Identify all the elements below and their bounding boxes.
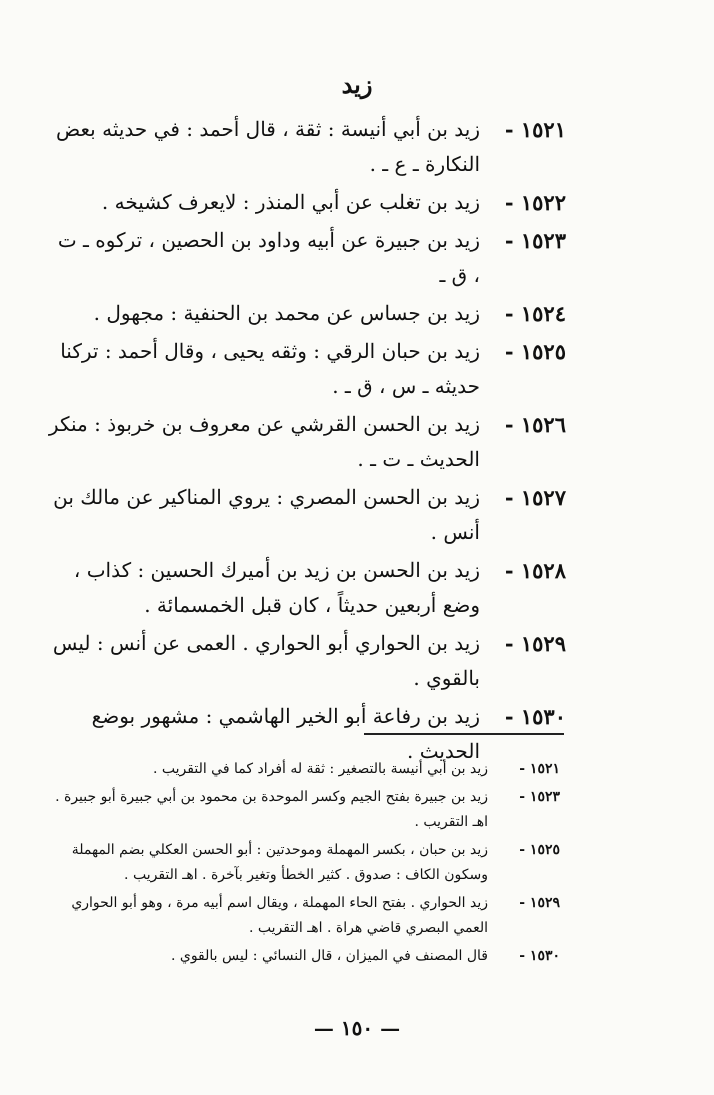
entry-1523	[46, 223, 566, 293]
footnote-text: زيد بن أبي أنيسة بالتصغير : ثقة له أفراد كما في التقريب .	[153, 761, 488, 777]
entry-text: زيد بن أبي أنيسة : ثقة ، قال أحمد : في حديثه بعض النكارة ـ ع ـ .	[56, 117, 480, 176]
footnote-1523	[48, 785, 560, 835]
entry-number: ١٥٢٢ -	[504, 190, 566, 215]
entry-1526	[46, 407, 566, 477]
entry-number: ١٥٢٨ -	[504, 558, 566, 583]
entry-1522	[46, 185, 566, 220]
entry-text: زيد بن الحواري أبو الحواري . العمى عن أنس : ليس بالقوي .	[52, 631, 480, 690]
footnote-number: ١٥٢٣ -	[519, 789, 560, 805]
section-heading: زيد	[341, 70, 373, 99]
entries-list	[46, 112, 566, 772]
footnote-number: ١٥٢١ -	[519, 761, 560, 777]
entry-text: زيد بن الحسن المصري : يروي المناكير عن مالك بن أنس .	[53, 485, 480, 544]
entry-number: ١٥٣٠ -	[504, 704, 566, 729]
entry-text: زيد بن جبيرة عن أبيه وداود بن الحصين ، تركوه ـ ت ، ق ـ	[57, 228, 480, 287]
entry-1525	[46, 334, 566, 404]
footnote-1525	[48, 838, 560, 888]
entry-number: ١٥٢١ -	[504, 117, 566, 142]
page-number: — ١٥٠ —	[313, 1016, 401, 1040]
entry-text: زيد بن رفاعة أبو الخير الهاشمي : مشهور بوضع الحديث .	[91, 704, 480, 763]
footnote-number: ١٥٢٩ -	[519, 895, 560, 911]
entry-1527	[46, 480, 566, 550]
entry-1524	[46, 296, 566, 331]
footnote-text: زيد الحواري . بفتح الحاء المهملة ، ويقال اسم أبيه مرة ، وهو أبو الحواري العمي البصري قاضي هراة . اهـ التقريب .	[71, 895, 488, 936]
footnote-text: قال المصنف في الميزان ، قال النسائي : ليس بالقوي .	[170, 948, 488, 964]
footnotes-list	[48, 757, 560, 972]
footnote-number: ١٥٢٥ -	[519, 842, 560, 858]
entry-text: زيد بن تغلب عن أبي المنذر : لايعرف كشيخه .	[101, 190, 480, 214]
footnote-1529	[48, 891, 560, 941]
footnote-text: زيد بن جبيرة بفتح الجيم وكسر الموحدة بن محمود بن أبي جبيرة أبو جبيرة . اهـ التقريب .	[55, 789, 488, 830]
footnote-text: زيد بن حبان ، بكسر المهملة وموحدتين : أبو الحسن العكلي بضم المهملة وسكون الكاف : صدوق . كثير الخطأ وتغير بآخرة . اهـ التقريب .	[71, 842, 488, 883]
footnote-number: ١٥٣٠ -	[519, 948, 560, 964]
entry-1528	[46, 553, 566, 623]
entry-number: ١٥٢٧ -	[504, 485, 566, 510]
entry-1521	[46, 112, 566, 182]
entry-number: ١٥٢٣ -	[504, 228, 566, 253]
entry-number: ١٥٢٩ -	[504, 631, 566, 656]
entry-number: ١٥٢٥ -	[504, 339, 566, 364]
entry-text: زيد بن جساس عن محمد بن الحنفية : مجهول .	[93, 301, 480, 325]
entry-text: زيد بن الحسن بن زيد بن أميرك الحسين : كذاب ، وضع أربعين حديثاً ، كان قبل الخمسمائة .	[73, 558, 480, 617]
footnote-divider	[364, 733, 564, 735]
entry-text: زيد بن الحسن القرشي عن معروف بن خربوذ : منكر الحديث ـ ت ـ .	[48, 412, 480, 471]
footnote-1530	[48, 944, 560, 969]
entry-1529	[46, 626, 566, 696]
entry-number: ١٥٢٦ -	[504, 412, 566, 437]
footnote-1521	[48, 757, 560, 782]
entry-text: زيد بن حبان الرقي : وثقه يحيى ، وقال أحمد : تركنا حديثه ـ س ، ق ـ .	[60, 339, 480, 398]
entry-number: ١٥٢٤ -	[504, 301, 566, 326]
